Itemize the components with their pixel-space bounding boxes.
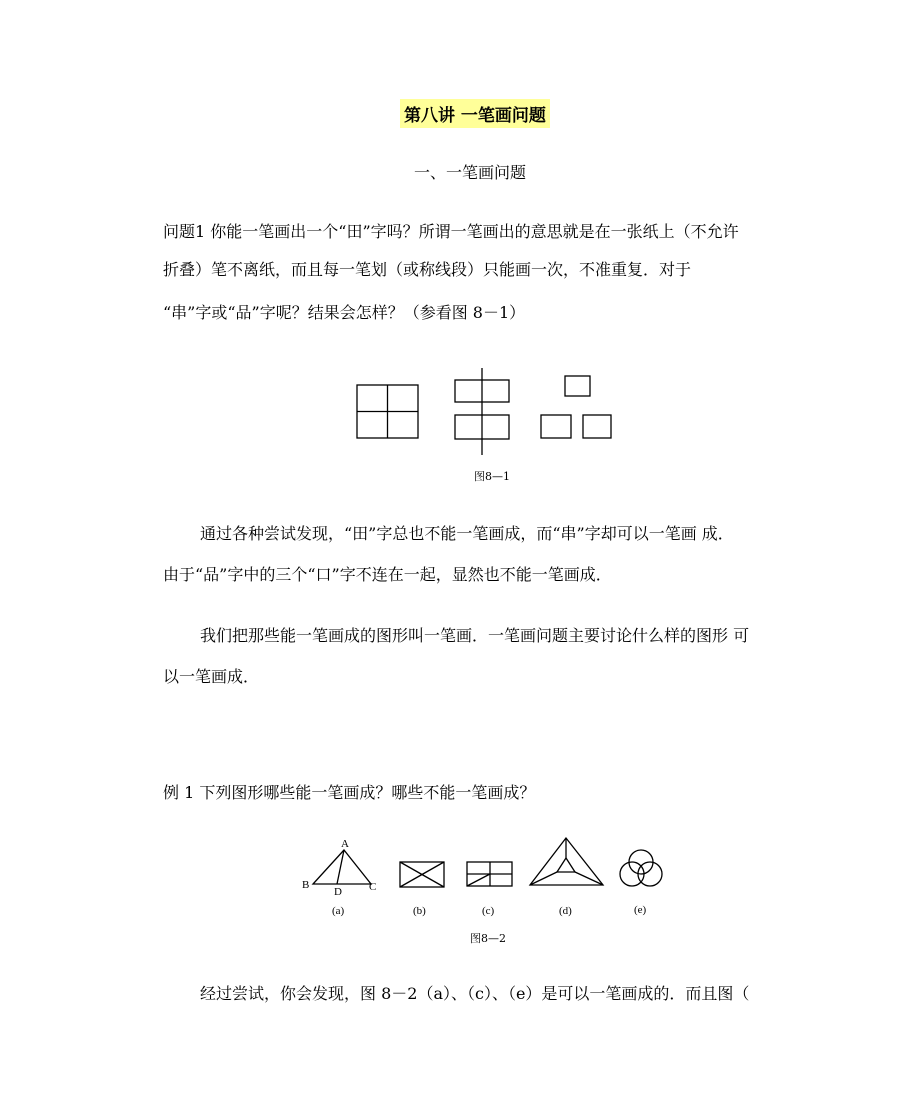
question-1-line-3: “串”字或“品”字呢？结果会怎样？（参看图 8－1） [163, 303, 526, 322]
figure-c-label: (c) [482, 905, 495, 917]
question-1-line-2: 折叠）笔不离纸，而且每一笔划（或称线段）只能画一次，不准重复．对于 [163, 260, 692, 279]
question-1-line-1: 问题1 你能一笔画出一个“田”字吗？所谓一笔画出的意思就是在一张纸上（不允许 [163, 222, 739, 241]
paragraph-3-line-1: 我们把那些能一笔画成的图形叫一笔画．一笔画问题主要讨论什么样的图形 可 [200, 626, 750, 645]
vertex-c-label: C [369, 881, 377, 893]
paragraph-2-line-1: 通过各种尝试发现，“田”字总也不能一笔画成，而“串”字却可以一笔画 成． [200, 524, 734, 543]
page-title: 第八讲 一笔画问题 [400, 99, 550, 128]
figure-e-three-circles [620, 850, 662, 886]
figure-d-label: (d) [559, 905, 572, 917]
example-1-text: 例 1 下列图形哪些能一笔画成？哪些不能一笔画成？ [163, 783, 536, 802]
figure-b-label: (b) [413, 905, 426, 917]
figure-c-divided-rectangle [467, 862, 512, 886]
paragraph-3-line-2: 以一笔画成． [163, 667, 260, 686]
section-heading: 一、一笔画问题 [414, 163, 527, 182]
paragraph-2-line-2: 由于“品”字中的三个“口”字不连在一起，显然也不能一笔画成． [163, 565, 612, 584]
paragraph-4: 经过尝试，你会发现，图 8－2（a）、（c）、（e）是可以一笔画成的．而且图（ [200, 984, 750, 1003]
figure-8-1-caption: 图8—1 [474, 470, 510, 483]
figure-b-rectangle-diagonals [400, 862, 444, 887]
vertex-b-label: B [302, 879, 310, 891]
vertex-d-label: D [334, 886, 342, 898]
vertex-a-label: A [341, 838, 349, 850]
figure-e-label: (e) [634, 904, 647, 916]
figure-a-label: (a) [332, 905, 345, 917]
figure-d-nested-triangles [530, 838, 603, 885]
figure-8-2-caption: 图8—2 [470, 932, 506, 945]
figure-a-triangle [313, 850, 371, 884]
